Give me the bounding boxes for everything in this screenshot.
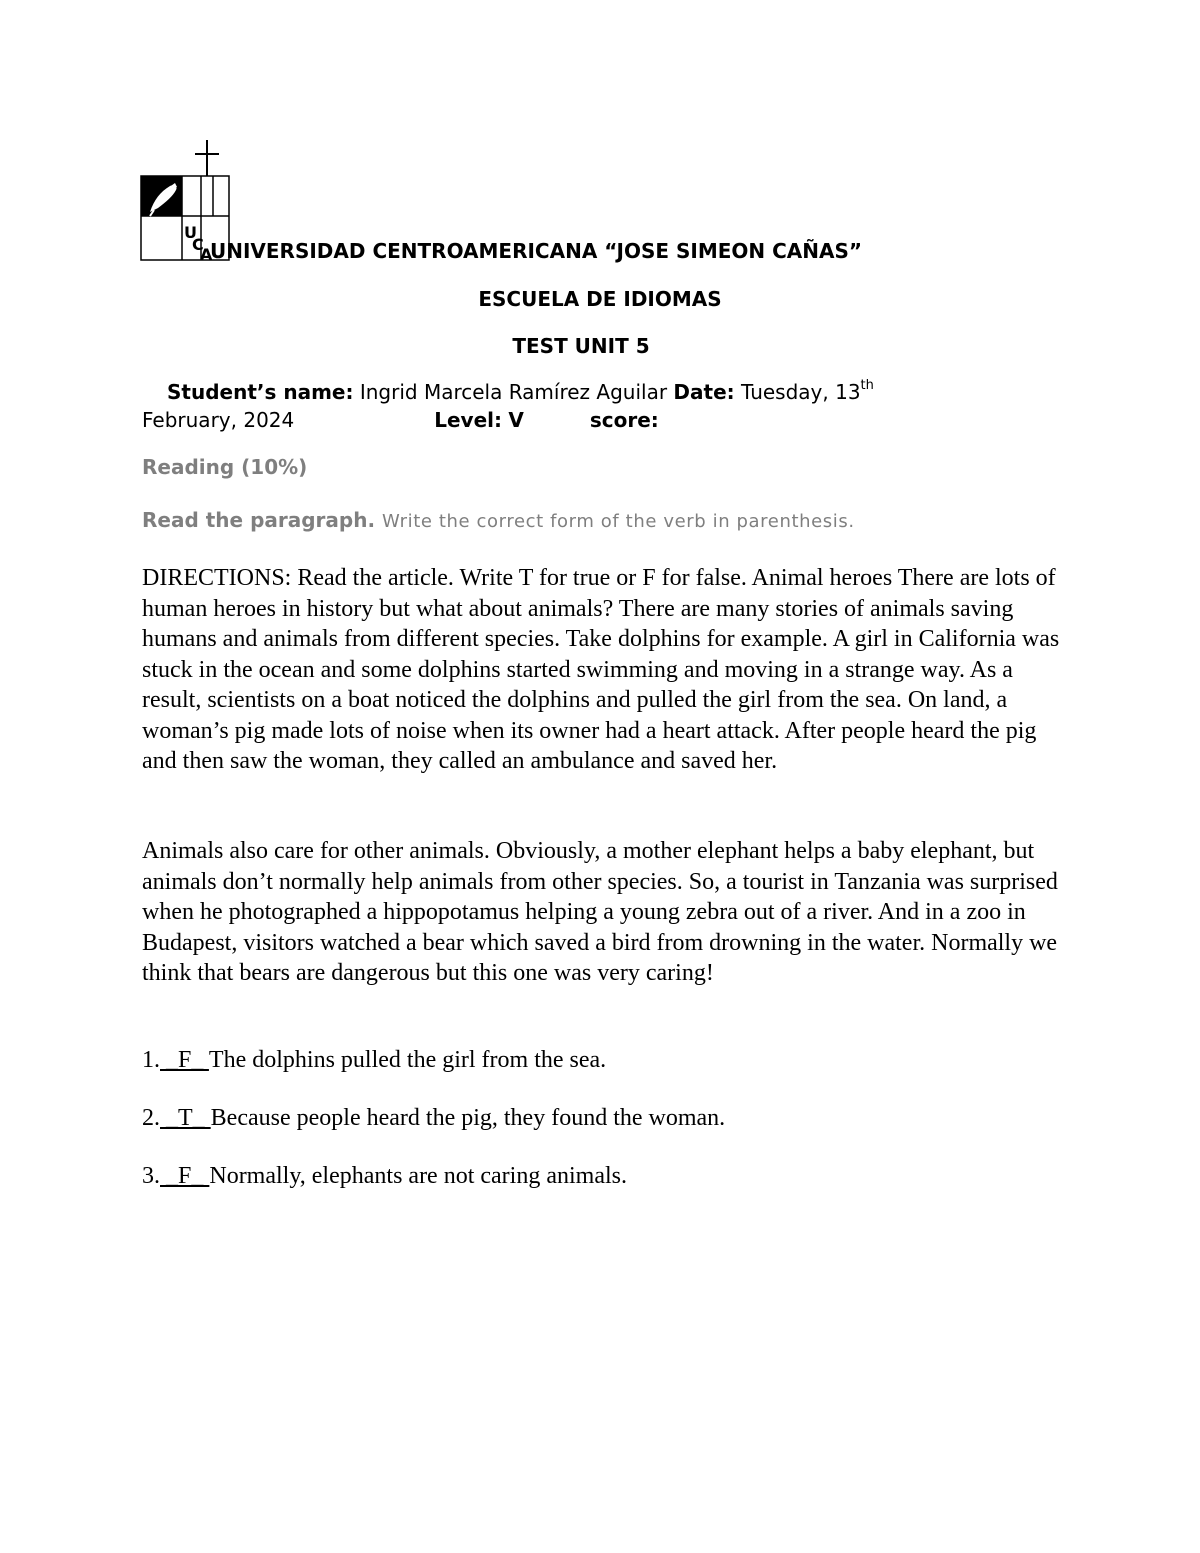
svg-text:A: A [200, 245, 213, 262]
date-suffix: th [860, 378, 874, 394]
test-title: TEST UNIT 5 [512, 334, 650, 358]
svg-text:U: U [184, 223, 197, 242]
instruction-text: Write the correct form of the verb in parenthesis. [382, 511, 855, 532]
question-item [142, 1105, 725, 1132]
date-label: Date: [673, 380, 735, 404]
date-value: Tuesday, 13 [741, 380, 861, 404]
name-value: Ingrid Marcela Ramírez Aguilar [359, 380, 668, 404]
instruction [142, 508, 855, 532]
question-number: 1. [142, 1047, 160, 1073]
article-paragraph-2: Animals also care for other animals. Obviously, a mother elephant helps a baby elephant, but animals don’t normally help animals from other species. So, a tourist in Tanzania was surprised when he photographed a hippopotamus helping a young zebra out of a river. And in a zoo in Budapest, visitors watched a bear which saved a bird from drowning in the water. Normally we think that bears are dangerous but this one was very caring! [142, 838, 1058, 986]
date-value-continued: February, 2024 [142, 408, 295, 432]
question-number: 2. [142, 1105, 160, 1131]
instruction-bold: Read the paragraph. [142, 508, 376, 532]
score-label: score: [589, 408, 659, 432]
answer-blank: _F_ [160, 1163, 210, 1189]
student-info-line-2 [142, 408, 659, 432]
university-name: UNIVERSIDAD CENTROAMERICANA “JOSE SIMEON CAÑAS” [210, 239, 863, 263]
school-name: ESCUELA DE IDIOMAS [478, 287, 722, 311]
article-paragraph-1: DIRECTIONS: Read the article. Write T for true or F for false. Animal heroes There are lots of human heroes in history but what about animals? There are many stories of animals saving humans and animals from different species. Take dolphins for example. A girl in California was stuck in the ocean and some dolphins started swimming and moving in a strange way. As a result, scientists on a boat noticed the dolphins and pulled the girl from the sea. On land, a woman’s pig made lots of noise when its owner had a heart attack. After people heard the pig and then saw the woman, they called an ambulance and saved her. [142, 565, 1060, 774]
section-heading: Reading (10%) [142, 455, 308, 479]
question-number: 3. [142, 1163, 160, 1189]
question-item [142, 1047, 606, 1074]
student-info-line-1 [167, 380, 874, 404]
question-text: The dolphins pulled the girl from the sea. [208, 1047, 607, 1073]
answer-blank: _T_ [160, 1105, 211, 1131]
name-label: Student’s name: [167, 380, 354, 404]
level-value: V [508, 408, 524, 432]
svg-text:C: C [192, 235, 204, 254]
question-item [142, 1163, 627, 1190]
answer-blank: _F_ [160, 1047, 209, 1073]
question-text: Normally, elephants are not caring animals. [209, 1163, 627, 1189]
question-text: Because people heard the pig, they found the woman. [210, 1105, 726, 1131]
level-label: Level: [434, 408, 503, 432]
